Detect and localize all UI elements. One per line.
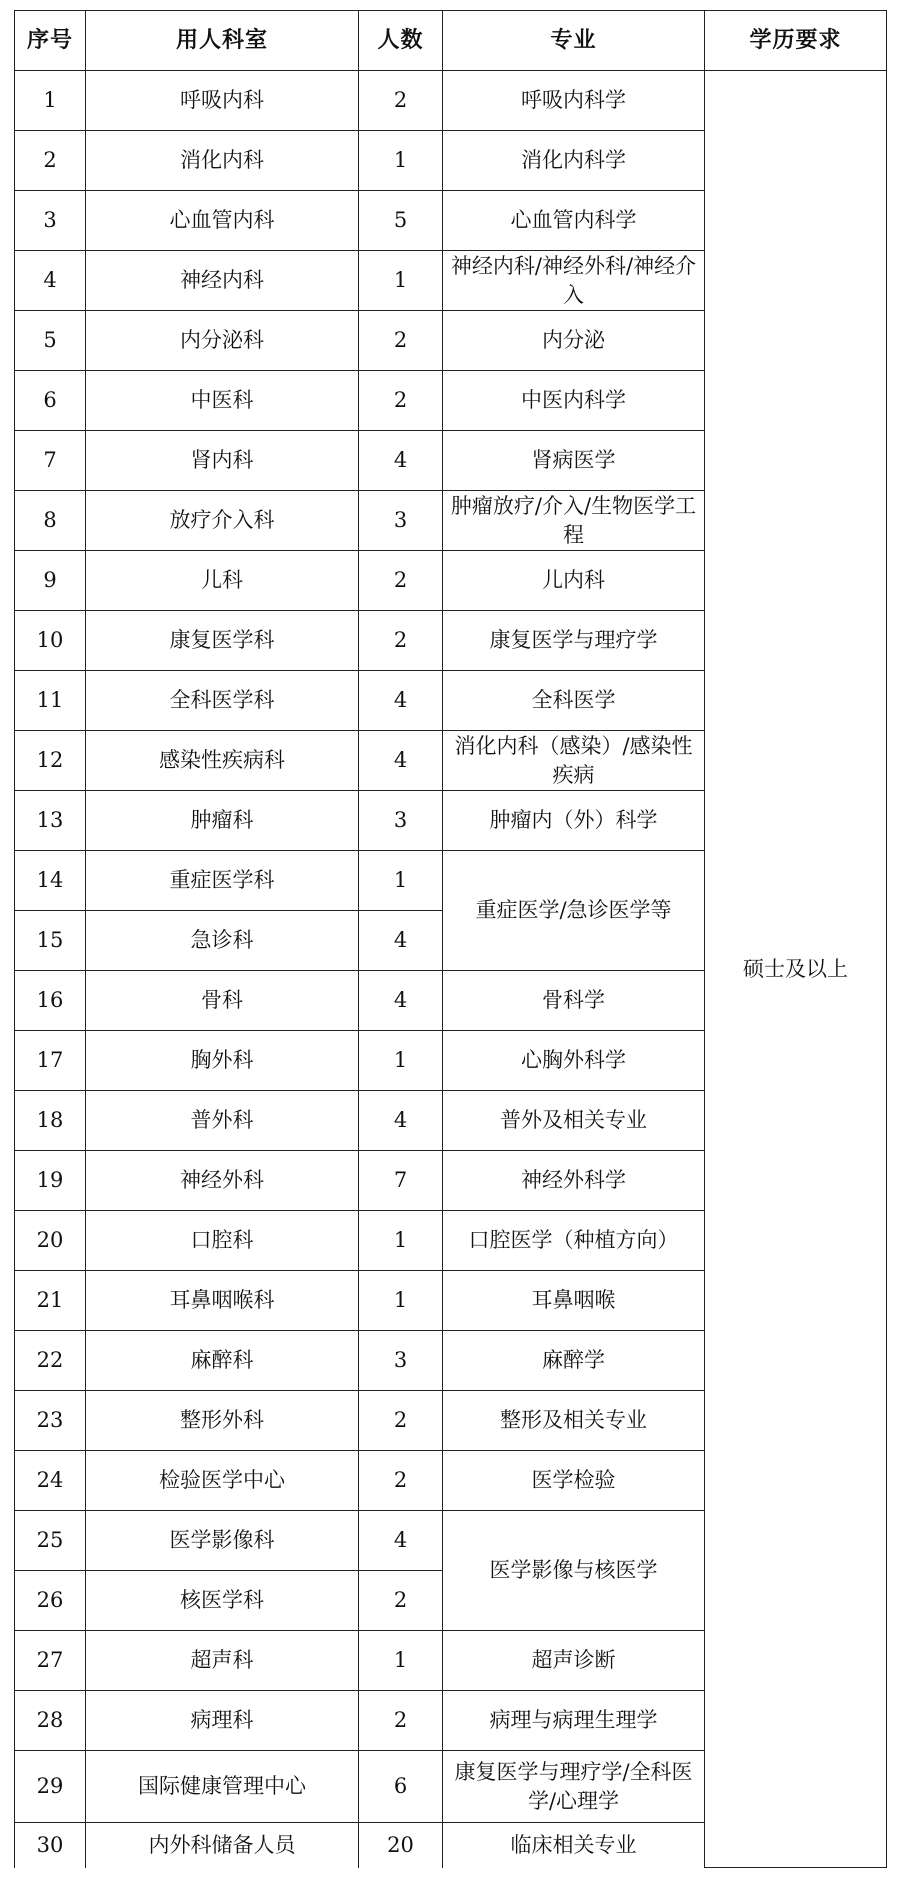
cell-no: 10 — [15, 611, 86, 671]
cell-count: 1 — [359, 251, 443, 311]
cell-major: 医学检验 — [443, 1451, 705, 1511]
cell-major: 呼吸内科学 — [443, 71, 705, 131]
table-header-row — [15, 11, 887, 71]
cell-count: 4 — [359, 1511, 443, 1571]
cell-no: 7 — [15, 431, 86, 491]
cell-count: 20 — [359, 1823, 443, 1868]
cell-count: 2 — [359, 1691, 443, 1751]
cell-count: 4 — [359, 431, 443, 491]
cell-dept: 急诊科 — [86, 911, 359, 971]
cell-count: 2 — [359, 311, 443, 371]
cell-count: 1 — [359, 851, 443, 911]
cell-no: 27 — [15, 1631, 86, 1691]
cell-count: 4 — [359, 1091, 443, 1151]
cell-major: 儿内科 — [443, 551, 705, 611]
cell-dept: 检验医学中心 — [86, 1451, 359, 1511]
cell-dept: 感染性疾病科 — [86, 731, 359, 791]
cell-major: 神经内科/神经外科/神经介入 — [443, 251, 705, 311]
cell-education: 硕士及以上 — [705, 71, 887, 1868]
cell-dept: 内分泌科 — [86, 311, 359, 371]
cell-no: 28 — [15, 1691, 86, 1751]
cell-count: 3 — [359, 791, 443, 851]
cell-no: 29 — [15, 1751, 86, 1823]
cell-major: 口腔医学（种植方向） — [443, 1211, 705, 1271]
cell-dept: 耳鼻咽喉科 — [86, 1271, 359, 1331]
cell-count: 1 — [359, 131, 443, 191]
recruitment-table — [14, 10, 887, 1868]
cell-count: 2 — [359, 1451, 443, 1511]
cell-major: 重症医学/急诊医学等 — [443, 851, 705, 971]
cell-dept: 神经外科 — [86, 1151, 359, 1211]
cell-dept: 国际健康管理中心 — [86, 1751, 359, 1823]
cell-major: 康复医学与理疗学/全科医学/心理学 — [443, 1751, 705, 1823]
cell-count: 3 — [359, 1331, 443, 1391]
cell-major: 医学影像与核医学 — [443, 1511, 705, 1631]
cell-major: 肿瘤放疗/介入/生物医学工程 — [443, 491, 705, 551]
cell-no: 23 — [15, 1391, 86, 1451]
cell-major: 消化内科学 — [443, 131, 705, 191]
cell-no: 26 — [15, 1571, 86, 1631]
header-education: 学历要求 — [705, 11, 887, 71]
cell-dept: 医学影像科 — [86, 1511, 359, 1571]
cell-dept: 口腔科 — [86, 1211, 359, 1271]
cell-major: 中医内科学 — [443, 371, 705, 431]
cell-major: 肿瘤内（外）科学 — [443, 791, 705, 851]
cell-major: 骨科学 — [443, 971, 705, 1031]
header-dept: 用人科室 — [86, 11, 359, 71]
cell-count: 7 — [359, 1151, 443, 1211]
cell-no: 13 — [15, 791, 86, 851]
cell-no: 9 — [15, 551, 86, 611]
cell-no: 4 — [15, 251, 86, 311]
cell-dept: 儿科 — [86, 551, 359, 611]
cell-no: 19 — [15, 1151, 86, 1211]
cell-no: 22 — [15, 1331, 86, 1391]
cell-count: 5 — [359, 191, 443, 251]
cell-count: 2 — [359, 1571, 443, 1631]
cell-no: 12 — [15, 731, 86, 791]
cell-dept: 内外科储备人员 — [86, 1823, 359, 1868]
cell-count: 1 — [359, 1211, 443, 1271]
cell-count: 2 — [359, 551, 443, 611]
header-count: 人数 — [359, 11, 443, 71]
cell-dept: 全科医学科 — [86, 671, 359, 731]
cell-major: 普外及相关专业 — [443, 1091, 705, 1151]
cell-count: 2 — [359, 71, 443, 131]
cell-dept: 消化内科 — [86, 131, 359, 191]
cell-no: 11 — [15, 671, 86, 731]
cell-no: 30 — [15, 1823, 86, 1868]
cell-no: 15 — [15, 911, 86, 971]
cell-no: 3 — [15, 191, 86, 251]
cell-no: 1 — [15, 71, 86, 131]
cell-major: 全科医学 — [443, 671, 705, 731]
cell-major: 心胸外科学 — [443, 1031, 705, 1091]
cell-major: 内分泌 — [443, 311, 705, 371]
cell-no: 8 — [15, 491, 86, 551]
cell-count: 3 — [359, 491, 443, 551]
cell-no: 18 — [15, 1091, 86, 1151]
cell-dept: 肿瘤科 — [86, 791, 359, 851]
cell-count: 1 — [359, 1271, 443, 1331]
cell-count: 6 — [359, 1751, 443, 1823]
cell-no: 21 — [15, 1271, 86, 1331]
cell-major: 康复医学与理疗学 — [443, 611, 705, 671]
cell-count: 2 — [359, 371, 443, 431]
header-major: 专业 — [443, 11, 705, 71]
cell-dept: 中医科 — [86, 371, 359, 431]
cell-major: 肾病医学 — [443, 431, 705, 491]
cell-count: 1 — [359, 1031, 443, 1091]
cell-dept: 整形外科 — [86, 1391, 359, 1451]
cell-dept: 心血管内科 — [86, 191, 359, 251]
cell-dept: 康复医学科 — [86, 611, 359, 671]
cell-dept: 神经内科 — [86, 251, 359, 311]
cell-dept: 放疗介入科 — [86, 491, 359, 551]
cell-no: 2 — [15, 131, 86, 191]
cell-dept: 胸外科 — [86, 1031, 359, 1091]
cell-dept: 病理科 — [86, 1691, 359, 1751]
cell-major: 病理与病理生理学 — [443, 1691, 705, 1751]
cell-no: 25 — [15, 1511, 86, 1571]
cell-count: 1 — [359, 1631, 443, 1691]
cell-dept: 核医学科 — [86, 1571, 359, 1631]
cell-dept: 呼吸内科 — [86, 71, 359, 131]
cell-count: 4 — [359, 671, 443, 731]
cell-no: 24 — [15, 1451, 86, 1511]
cell-count: 2 — [359, 611, 443, 671]
cell-major: 超声诊断 — [443, 1631, 705, 1691]
cell-dept: 麻醉科 — [86, 1331, 359, 1391]
cell-major: 心血管内科学 — [443, 191, 705, 251]
cell-no: 20 — [15, 1211, 86, 1271]
cell-count: 4 — [359, 971, 443, 1031]
cell-no: 6 — [15, 371, 86, 431]
cell-count: 4 — [359, 911, 443, 971]
cell-dept: 肾内科 — [86, 431, 359, 491]
cell-no: 17 — [15, 1031, 86, 1091]
cell-no: 5 — [15, 311, 86, 371]
cell-no: 14 — [15, 851, 86, 911]
cell-count: 4 — [359, 731, 443, 791]
cell-count: 2 — [359, 1391, 443, 1451]
recruitment-table-container — [14, 10, 886, 1868]
cell-major: 耳鼻咽喉 — [443, 1271, 705, 1331]
cell-major: 麻醉学 — [443, 1331, 705, 1391]
cell-major: 整形及相关专业 — [443, 1391, 705, 1451]
cell-dept: 普外科 — [86, 1091, 359, 1151]
cell-major: 临床相关专业 — [443, 1823, 705, 1868]
cell-major: 神经外科学 — [443, 1151, 705, 1211]
cell-dept: 重症医学科 — [86, 851, 359, 911]
table-row — [15, 71, 887, 131]
cell-major: 消化内科（感染）/感染性疾病 — [443, 731, 705, 791]
cell-dept: 骨科 — [86, 971, 359, 1031]
cell-dept: 超声科 — [86, 1631, 359, 1691]
header-no: 序号 — [15, 11, 86, 71]
cell-no: 16 — [15, 971, 86, 1031]
